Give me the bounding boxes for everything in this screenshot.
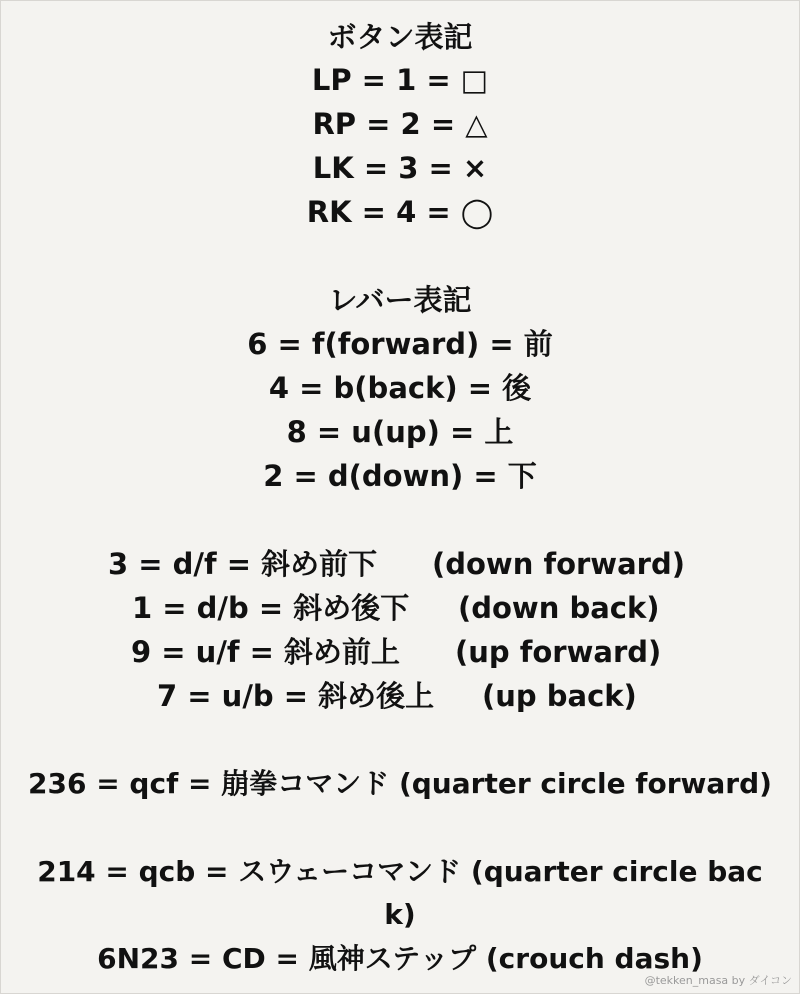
diagonal-df-jp: 3 = d/f = 斜め前下 [108,547,378,581]
diagonal-uf-jp: 9 = u/f = 斜め前上 [131,635,401,669]
button-notation-title: ボタン表記 [327,20,473,54]
diagonal-df-en: (down forward) [432,547,685,581]
lever-notation-title: レバー表記 [328,283,472,317]
qcb-line-1: 214 = qcb = スウェーコマンド (quarter circle bac [37,855,763,888]
lk-line: LK = 3 = × [312,151,488,185]
up-line: 8 = u(up) = 上 [286,415,514,449]
forward-line: 6 = f(forward) = 前 [247,327,553,361]
down-line: 2 = d(down) = 下 [263,459,537,493]
cd-line: 6N23 = CD = 風神ステップ (crouch dash) [97,942,703,975]
diagonal-ub-en: (up back) [482,679,637,713]
qcb-line-2: k) [384,898,416,931]
diagonal-uf-en: (up forward) [455,635,662,669]
diagonal-ub-jp: 7 = u/b = 斜め後上 [157,679,435,713]
rk-line: RK = 4 = ◯ [306,195,494,229]
watermark: @tekken_masa by ダイコン [644,974,792,987]
back-line: 4 = b(back) = 後 [268,371,532,405]
qcf-line: 236 = qcf = 崩拳コマンド (quarter circle forward) [28,767,772,800]
rp-line: RP = 2 = △ [312,107,488,141]
lp-line: LP = 1 = □ [311,63,489,97]
diagonal-db-jp: 1 = d/b = 斜め後下 [132,591,410,625]
diagonal-db-en: (down back) [458,591,660,625]
